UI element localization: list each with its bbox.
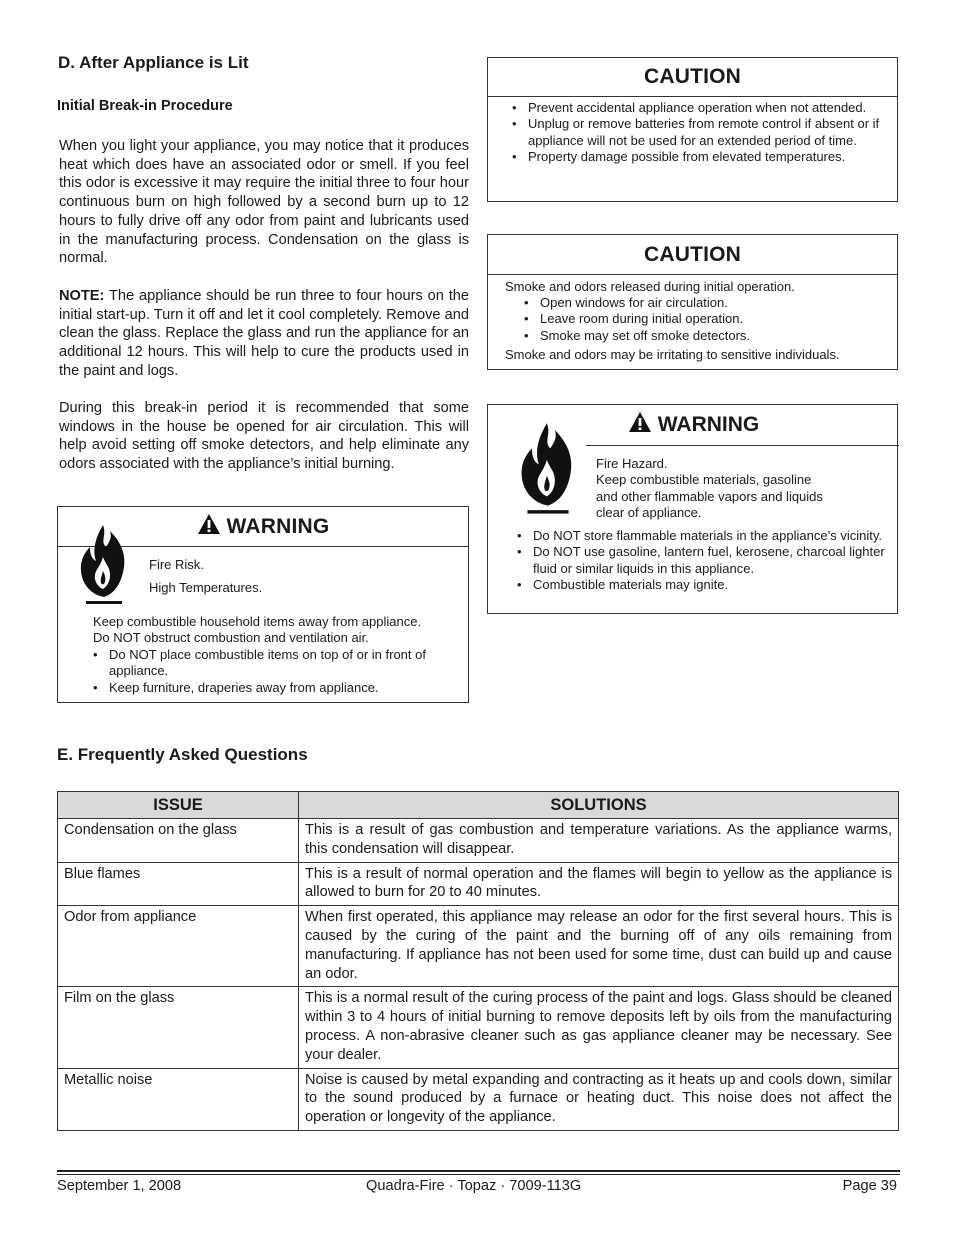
issue-cell: Blue flames [58,862,299,906]
table-row [58,862,899,906]
fire-hazard-text [596,456,886,522]
section-d-heading: D. After Appliance is Lit [58,53,249,72]
high-temperatures-line: High Temperatures. [149,580,263,595]
footer-rule [57,1170,900,1172]
footer-rule-thin [57,1174,900,1175]
table-row [58,906,899,987]
list-item: • Keep furniture, draperies away from appliance. [87,680,457,696]
fire-hazard-line-2: Keep combustible materials, gasoline [596,472,812,488]
caution-title-2: CAUTION [643,242,742,266]
fire-hazard-line-1: Fire Hazard. [596,456,668,471]
caution-title-row-2 [488,235,897,275]
note-paragraph [59,287,469,381]
warning-left-text-1: Keep combustible household items away from appliance. [93,614,422,629]
solution-cell: This is a result of normal operation and the flames will begin to yellow as the appliance is allowed to burn for 20 to 40 minutes. [299,862,899,906]
caution-title-row-1 [488,58,897,97]
fire-hazard-line-4: clear of appliance. [596,505,702,521]
caution-2-intro: Smoke and odors released during initial operation. [505,279,795,294]
solutions-column-header: SOLUTIONS [299,792,899,819]
footer-document-id: Quadra-Fire · Topaz · 7009-113G [366,1178,582,1194]
footer-page-number: Page 39 [842,1178,897,1194]
fire-risk-warning-box [57,506,469,703]
faq-header-row [58,792,899,819]
list-item: • Prevent accidental appliance operation when not attended. [506,100,886,116]
break-in-paragraph-1: When you light your appliance, you may notice that it produces heat which does have an associated odor or smell. If you feel this odor is excessive it may require the initial three to four hour continuous burn on high followed by a second burn up to 12 hours to fully drive off any odor from paint and lubricants used in the manufacturing process. Condensation on the glass is normal. [59,138,469,267]
footer-date: September 1, 2008 [57,1178,182,1194]
break-in-paragraph-3: During this break-in period it is recommended that some windows in the house be opened for air circulation. This will help avoid setting off smoke detectors, and help eliminate any odors associated with the appliance’s initial burning. [59,400,469,473]
list-item: • Unplug or remove batteries from remote control if absent or if appliance will not be used for an extended period of time. [506,116,886,149]
table-row [58,1068,899,1130]
section-e-heading: E. Frequently Asked Questions [57,745,308,764]
fire-risk-line: Fire Risk. [149,557,204,572]
list-item: • Smoke may set off smoke detectors. [518,328,878,344]
flame-icon [516,421,580,522]
solution-cell: Noise is caused by metal expanding and contracting as it heats up and cools down, similar to the sound produced by a furnace or heating duct. This noise does not affect the operation or longevity of the appliance. [299,1068,899,1130]
warning-title-right: WARNING [657,413,760,436]
list-item: • Do NOT use gasoline, lantern fuel, kerosene, charcoal lighter fluid or similar liquids in this appliance. [511,544,886,577]
fire-hazard-warning-box [487,404,898,614]
caution-2-bullets [518,295,878,344]
issue-column-header: ISSUE [58,792,299,819]
warning-triangle-icon [628,411,652,439]
issue-cell: Film on the glass [58,987,299,1068]
caution-2-outro: Smoke and odors may be irritating to sensitive individuals. [505,347,840,362]
warning-right-bullets [511,528,886,594]
issue-cell: Odor from appliance [58,906,299,987]
solution-cell: When first operated, this appliance may release an odor for the first several hours. This is caused by the curing of the paint and the burning off of any oils remaining from manufacturing. If appliance has not been used for some time, dust can build up and cause an odor. [299,906,899,987]
list-item: • Do NOT place combustible items on top of or in front of appliance. [87,647,457,680]
caution-box-2 [487,234,898,370]
table-row [58,819,899,863]
flame-icon [76,523,132,612]
list-item: • Leave room during initial operation. [518,311,878,327]
note-label: NOTE: [59,288,105,304]
caution-box-1 [487,57,898,202]
warning-left-bullets [87,647,457,696]
solution-cell: This is a normal result of the curing process of the paint and logs. Glass should be cleaned within 3 to 4 hours of initial burning to remove deposits left by oils from the manufacturing process. A non-abrasive cleaner such as gas appliance cleaner may be necessary. See your dealer. [299,987,899,1068]
warning-left-text-2: Do NOT obstruct combustion and ventilation air. [93,630,369,646]
warning-triangle-icon [197,513,221,541]
note-text: The appliance should be run three to four hours on the initial start-up. Turn it off and let it cool completely. Remove and clean the glass. Replace the glass and run the appliance for an additional 12 hours. This will help to cure the products used in the paint and logs. [59,288,469,379]
issue-cell: Metallic noise [58,1068,299,1130]
list-item: • Open windows for air circulation. [518,295,878,311]
list-item: • Property damage possible from elevated temperatures. [506,149,886,165]
faq-table [57,791,899,1131]
fire-hazard-line-3: and other flammable vapors and liquids [596,488,823,504]
issue-cell: Condensation on the glass [58,819,299,863]
list-item: • Combustible materials may ignite. [511,577,886,593]
warning-title: WARNING [226,514,330,538]
break-in-subheading: Initial Break-in Procedure [57,98,233,114]
table-row [58,987,899,1068]
caution-1-bullets [506,100,886,166]
solution-cell: This is a result of gas combustion and temperature variations. As the appliance warms, this condensation will disappear. [299,819,899,863]
warning-left-body [93,614,463,696]
caution-title-1: CAUTION [643,65,742,88]
list-item: • Do NOT store flammable materials in the appliance’s vicinity. [511,528,886,544]
